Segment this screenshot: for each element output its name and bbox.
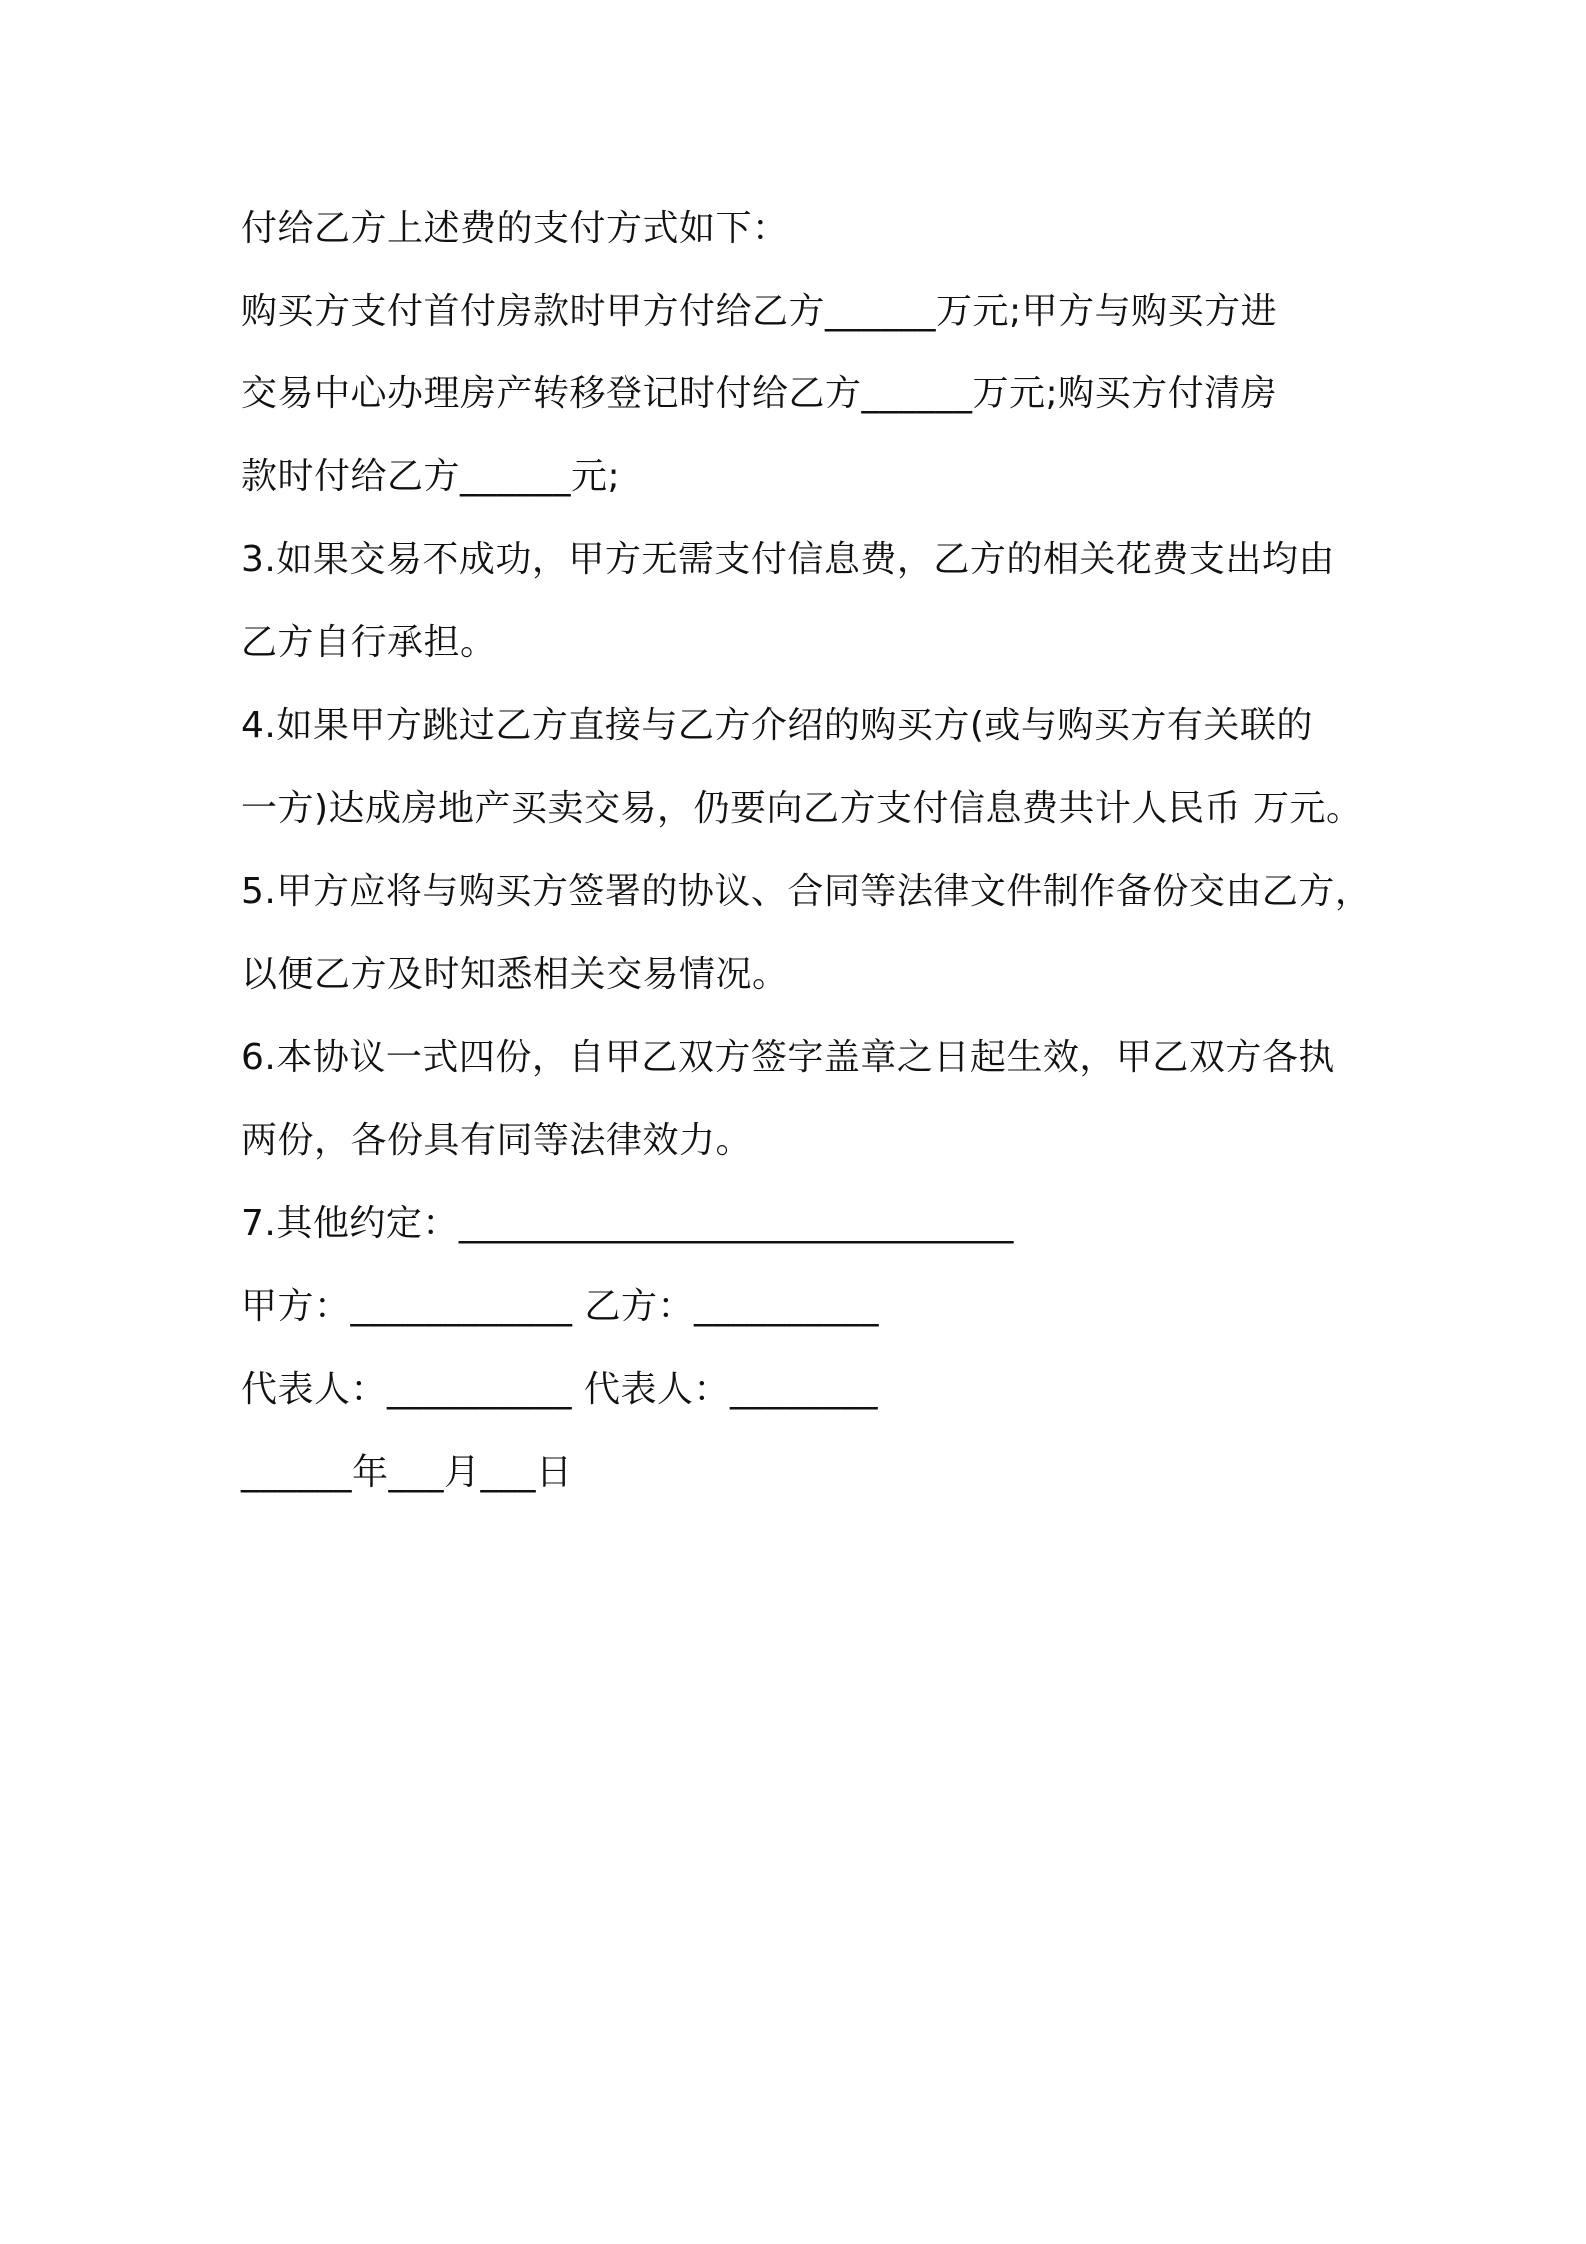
text-line-down-payment: 购买方支付首付房款时甲方付给乙方______万元;甲方与购买方进 xyxy=(241,291,1278,332)
text-line-clause-5: 5.甲方应将与购买方签署的协议、合同等法律文件制作备份交由乙方， xyxy=(241,871,1372,912)
text-line-clause-4-cont: 一方)达成房地产买卖交易，仍要向乙方支付信息费共计人民币 万元。 xyxy=(241,788,1363,829)
date-line: ______年___月___日 xyxy=(241,1452,573,1493)
text-line-clause-6: 6.本协议一式四份，自甲乙双方签字盖章之日起生效，甲乙双方各执 xyxy=(241,1037,1335,1078)
text-line-transfer-registration: 交易中心办理房产转移登记时付给乙方______万元;购买方付清房 xyxy=(241,373,1278,414)
text-line-clause-7: 7.其他约定：______________________________ xyxy=(241,1203,1014,1244)
text-line-clause-3-cont: 乙方自行承担。 xyxy=(241,622,497,663)
text-line-clause-5-cont: 以便乙方及时知悉相关交易情况。 xyxy=(241,954,789,995)
signature-line-parties: 甲方：____________ 乙方：__________ xyxy=(241,1286,879,1327)
signature-line-representatives: 代表人：__________ 代表人：________ xyxy=(241,1369,878,1410)
text-line-final-payment: 款时付给乙方______元; xyxy=(241,456,621,497)
text-line-payment-intro: 付给乙方上述费的支付方式如下： xyxy=(241,208,789,249)
text-line-clause-4: 4.如果甲方跳过乙方直接与乙方介绍的购买方(或与购买方有关联的 xyxy=(241,705,1313,746)
text-line-clause-6-cont: 两份，各份具有同等法律效力。 xyxy=(241,1120,753,1161)
text-line-clause-3: 3.如果交易不成功，甲方无需支付信息费，乙方的相关花费支出均由 xyxy=(241,539,1335,580)
